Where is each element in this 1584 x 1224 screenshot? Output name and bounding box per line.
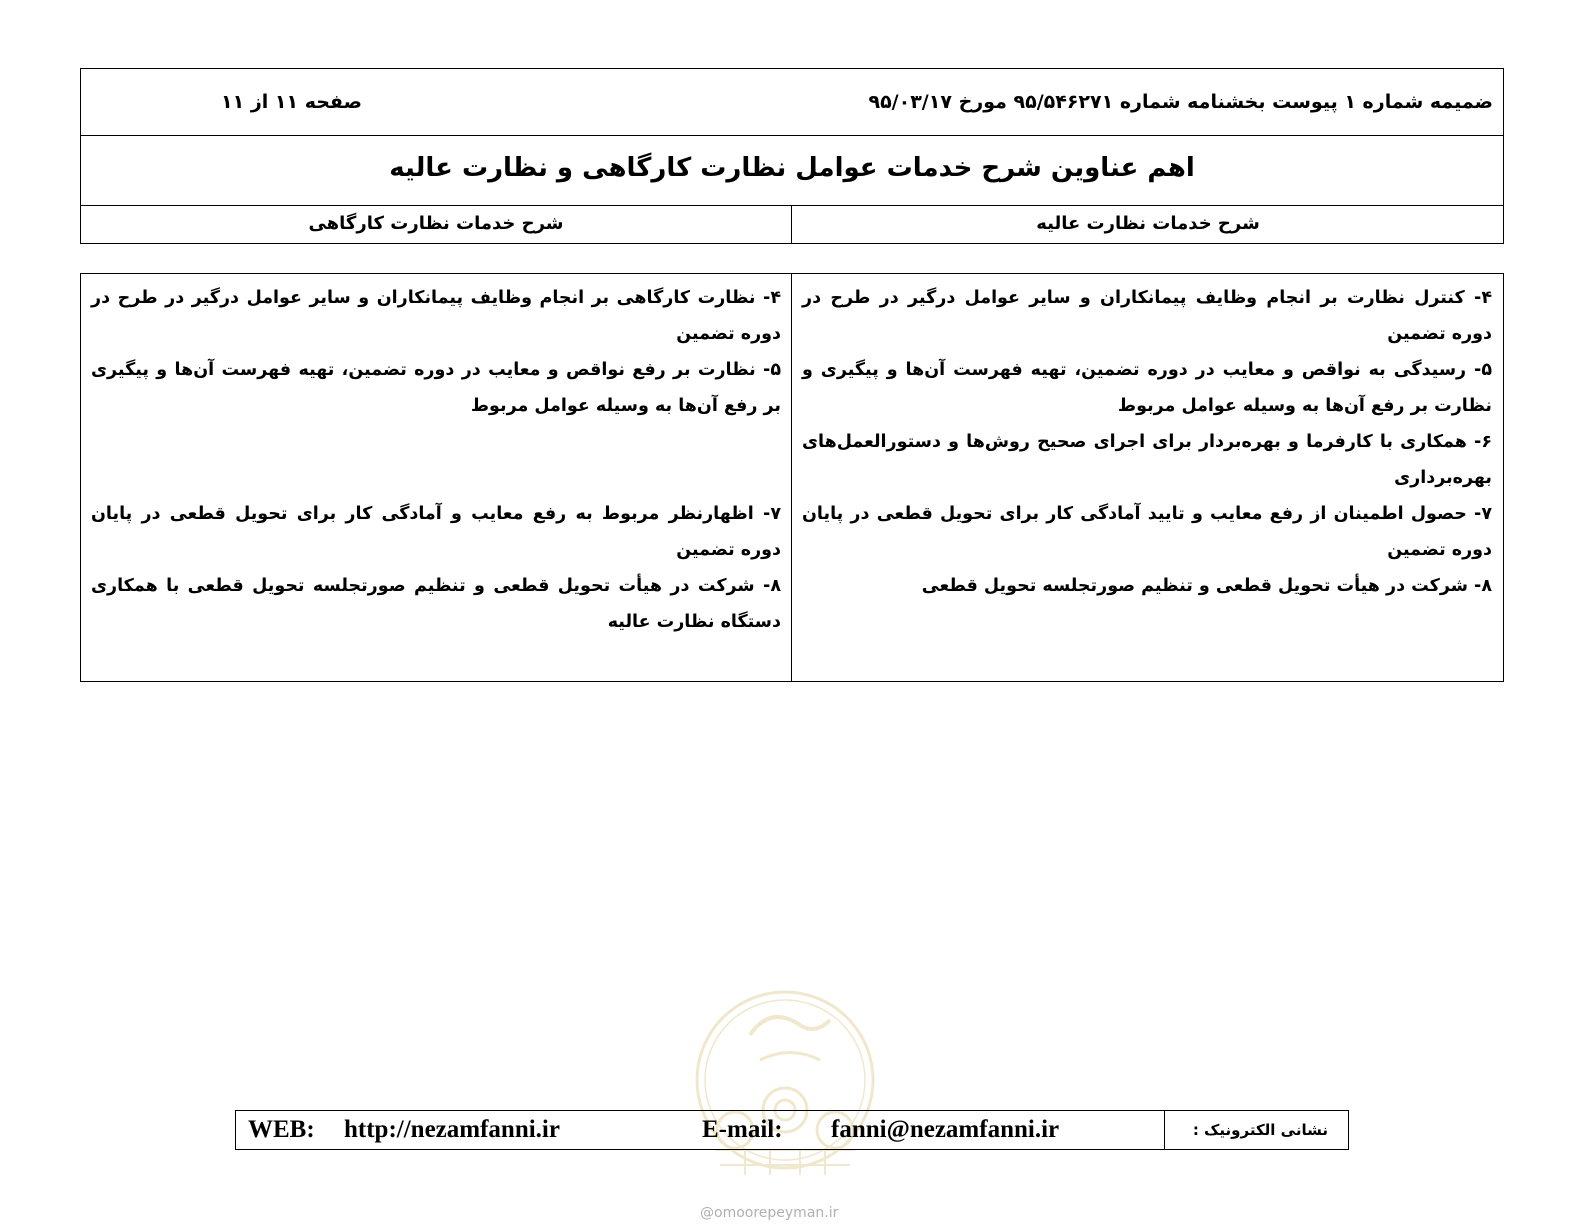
annex-reference: ضمیمه شماره ۱ پیوست بخشنامه شماره ۹۵/۵۴۶۲۷۱ مورخ ۹۵/۰۳/۱۷: [868, 91, 1493, 113]
email-label: E-mail:: [702, 1116, 783, 1143]
footer-contact-box: [235, 1110, 1349, 1150]
page-number: صفحه ۱۱ از ۱۱: [221, 91, 362, 113]
site-item-8: ۸- شرکت در هیأت تحویل قطعی و تنظیم صورتجلسه تحویل قطعی با همکاری دستگاه نظارت عالیه: [91, 576, 781, 632]
site-supervision-cell: [81, 274, 791, 681]
empty-line: [91, 460, 781, 496]
services-table: [80, 273, 1504, 682]
column-header-row: [81, 206, 1503, 243]
site-item-4: ۴- نظارت کارگاهی بر انجام وظایف پیمانکاران و سایر عوامل درگیر در طرح در دوره تضمین: [91, 288, 781, 344]
title-row: [81, 136, 1503, 206]
watermark-logo: [690, 975, 880, 1205]
high-item-5: ۵- رسیدگی به نواقص و معایب در دوره تضمین، تهیه فهرست آن‌ها و پیگیری و نظارت بر رفع آن‌ها به وسیله عوامل مربوط: [802, 360, 1492, 416]
document-title: اهم عناوین شرح خدمات عوامل نظارت کارگاهی و نظارت عالیه: [389, 153, 1195, 183]
header-info-row: [81, 69, 1503, 136]
header-table: [80, 68, 1504, 244]
high-supervision-cell: [792, 274, 1502, 681]
footer-divider: [1164, 1111, 1165, 1149]
web-link[interactable]: http://nezamfanni.ir: [344, 1116, 560, 1143]
empty-line: [91, 424, 781, 460]
site-item-7: ۷- اظهارنظر مربوط به رفع معایب و آمادگی کار برای تحویل قطعی در پایان دوره تضمین: [91, 504, 781, 560]
email-caption: نشانی الکترونیک :: [1192, 1121, 1328, 1139]
high-item-8: ۸- شرکت در هیأت تحویل قطعی و تنظیم صورتجلسه تحویل قطعی: [921, 576, 1492, 596]
site-item-5: ۵- نظارت بر رفع نواقص و معایب در دوره تضمین، تهیه فهرست آن‌ها و پیگیری بر رفع آن‌ها به وسیله عوامل مربوط: [91, 360, 781, 416]
high-item-4: ۴- کنترل نظارت بر انجام وظایف پیمانکاران و سایر عوامل درگیر در طرح در دوره تضمین: [802, 288, 1492, 344]
column-header-site-supervision: شرح خدمات نظارت کارگاهی: [308, 213, 564, 234]
column-divider: [791, 206, 792, 243]
high-item-6: ۶- همکاری با کارفرما و بهره‌بردار برای اجرای صحیح روش‌ها و دستورالعمل‌های بهره‌برداری: [802, 432, 1492, 488]
email-link[interactable]: fanni@nezamfanni.ir: [831, 1116, 1060, 1143]
column-header-high-supervision: شرح خدمات نظارت عالیه: [1036, 213, 1260, 234]
watermark-text: @omoorepeyman.ir: [700, 1205, 839, 1221]
web-label: WEB:: [248, 1116, 315, 1143]
high-item-7: ۷- حصول اطمینان از رفع معایب و تایید آمادگی کار برای تحویل قطعی در پایان دوره تضمین: [802, 504, 1492, 560]
